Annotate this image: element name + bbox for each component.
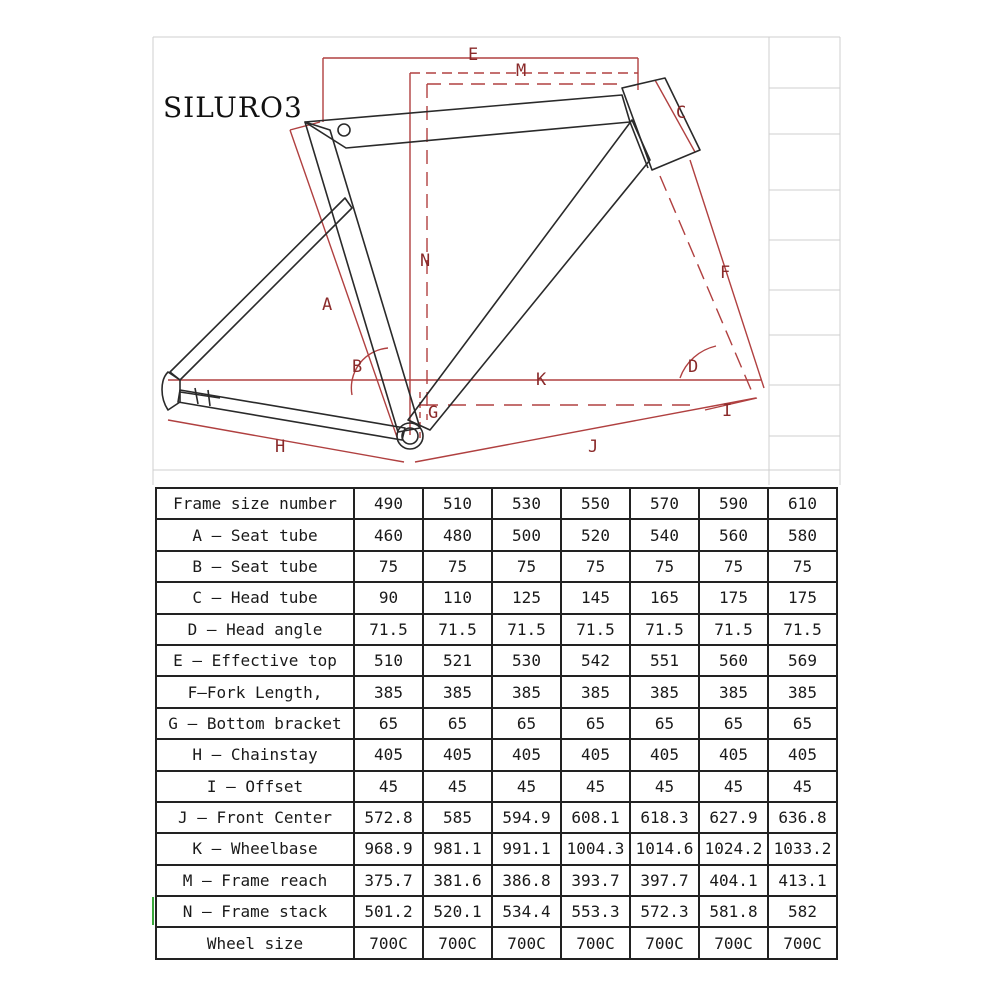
value-cell: 385 — [492, 676, 561, 707]
geometry-table — [155, 487, 838, 960]
row-label: M — Frame reach — [156, 865, 354, 896]
row-label: H — Chainstay — [156, 739, 354, 770]
value-cell: 582 — [768, 896, 837, 927]
frame-size-cell: 610 — [768, 488, 837, 519]
value-cell: 175 — [768, 582, 837, 613]
row-label: F—Fork Length, — [156, 676, 354, 707]
value-cell: 65 — [768, 708, 837, 739]
dim-label-i: I — [722, 401, 733, 421]
value-cell: 45 — [768, 771, 837, 802]
value-cell: 75 — [768, 551, 837, 582]
value-cell: 700C — [561, 927, 630, 958]
value-cell: 594.9 — [492, 802, 561, 833]
value-cell: 700C — [492, 927, 561, 958]
row-label: K — Wheelbase — [156, 833, 354, 864]
value-cell: 45 — [699, 771, 768, 802]
value-cell: 405 — [630, 739, 699, 770]
dim-label-n: N — [420, 251, 431, 271]
value-cell: 385 — [699, 676, 768, 707]
table-row — [156, 708, 837, 739]
value-cell: 385 — [561, 676, 630, 707]
value-cell: 480 — [423, 519, 492, 550]
bike-frame — [162, 78, 700, 449]
value-cell: 175 — [699, 582, 768, 613]
dim-label-e: E — [468, 45, 479, 65]
table-row — [156, 551, 837, 582]
value-cell: 65 — [699, 708, 768, 739]
value-cell: 700C — [630, 927, 699, 958]
value-cell: 71.5 — [423, 614, 492, 645]
row-label: J — Front Center — [156, 802, 354, 833]
value-cell: 585 — [423, 802, 492, 833]
frame-size-cell: 570 — [630, 488, 699, 519]
frame-size-cell: 490 — [354, 488, 423, 519]
table-row — [156, 519, 837, 550]
value-cell: 385 — [630, 676, 699, 707]
dim-label-d: D — [688, 357, 699, 377]
value-cell: 75 — [699, 551, 768, 582]
value-cell: 71.5 — [630, 614, 699, 645]
value-cell: 405 — [423, 739, 492, 770]
value-cell: 71.5 — [492, 614, 561, 645]
value-cell: 981.1 — [423, 833, 492, 864]
value-cell: 386.8 — [492, 865, 561, 896]
value-cell: 534.4 — [492, 896, 561, 927]
value-cell: 627.9 — [699, 802, 768, 833]
value-cell: 520.1 — [423, 896, 492, 927]
table-row — [156, 771, 837, 802]
value-cell: 45 — [423, 771, 492, 802]
value-cell: 71.5 — [354, 614, 423, 645]
value-cell: 551 — [630, 645, 699, 676]
value-cell: 520 — [561, 519, 630, 550]
dim-label-g: G — [428, 403, 439, 423]
value-cell: 560 — [699, 645, 768, 676]
value-cell: 65 — [561, 708, 630, 739]
value-cell: 405 — [492, 739, 561, 770]
value-cell: 375.7 — [354, 865, 423, 896]
table-row — [156, 614, 837, 645]
dim-label-k: K — [536, 370, 547, 390]
value-cell: 65 — [354, 708, 423, 739]
value-cell: 700C — [699, 927, 768, 958]
value-cell: 405 — [561, 739, 630, 770]
value-cell: 1014.6 — [630, 833, 699, 864]
frame-size-cell: 530 — [492, 488, 561, 519]
value-cell: 1033.2 — [768, 833, 837, 864]
value-cell: 1004.3 — [561, 833, 630, 864]
value-cell: 618.3 — [630, 802, 699, 833]
value-cell: 500 — [492, 519, 561, 550]
value-cell: 75 — [561, 551, 630, 582]
row-label: A — Seat tube — [156, 519, 354, 550]
value-cell: 521 — [423, 645, 492, 676]
green-edit-mark — [152, 897, 154, 925]
value-cell: 397.7 — [630, 865, 699, 896]
table-row — [156, 896, 837, 927]
value-cell: 608.1 — [561, 802, 630, 833]
value-cell: 405 — [354, 739, 423, 770]
value-cell: 393.7 — [561, 865, 630, 896]
value-cell: 404.1 — [699, 865, 768, 896]
row-label: Wheel size — [156, 927, 354, 958]
row-label: N — Frame stack — [156, 896, 354, 927]
value-cell: 71.5 — [699, 614, 768, 645]
value-cell: 560 — [699, 519, 768, 550]
row-label: G — Bottom bracket — [156, 708, 354, 739]
value-cell: 385 — [768, 676, 837, 707]
value-cell: 581.8 — [699, 896, 768, 927]
value-cell: 460 — [354, 519, 423, 550]
dim-label-a: A — [322, 295, 333, 315]
dim-label-m: M — [516, 61, 527, 81]
table-row — [156, 676, 837, 707]
value-cell: 65 — [423, 708, 492, 739]
value-cell: 530 — [492, 645, 561, 676]
value-cell: 45 — [630, 771, 699, 802]
table-row — [156, 582, 837, 613]
table-row — [156, 645, 837, 676]
value-cell: 553.3 — [561, 896, 630, 927]
value-cell: 572.3 — [630, 896, 699, 927]
value-cell: 45 — [354, 771, 423, 802]
value-cell: 991.1 — [492, 833, 561, 864]
value-cell: 405 — [699, 739, 768, 770]
table-row — [156, 739, 837, 770]
value-cell: 968.9 — [354, 833, 423, 864]
value-cell: 1024.2 — [699, 833, 768, 864]
value-cell: 90 — [354, 582, 423, 613]
table-row — [156, 865, 837, 896]
value-cell: 405 — [768, 739, 837, 770]
value-cell: 145 — [561, 582, 630, 613]
value-cell: 542 — [561, 645, 630, 676]
value-cell: 75 — [492, 551, 561, 582]
row-label: Frame size number — [156, 488, 354, 519]
value-cell: 75 — [423, 551, 492, 582]
value-cell: 700C — [423, 927, 492, 958]
table-row — [156, 927, 837, 958]
value-cell: 700C — [354, 927, 423, 958]
frame-size-cell: 590 — [699, 488, 768, 519]
value-cell: 110 — [423, 582, 492, 613]
dim-label-b: B — [352, 357, 363, 377]
row-label: B — Seat tube — [156, 551, 354, 582]
frame-size-cell: 510 — [423, 488, 492, 519]
value-cell: 65 — [630, 708, 699, 739]
header-row — [156, 488, 837, 519]
dim-label-f: F — [720, 263, 731, 283]
value-cell: 75 — [630, 551, 699, 582]
value-cell: 385 — [354, 676, 423, 707]
value-cell: 413.1 — [768, 865, 837, 896]
row-label: D — Head angle — [156, 614, 354, 645]
value-cell: 71.5 — [768, 614, 837, 645]
table-row — [156, 802, 837, 833]
value-cell: 71.5 — [561, 614, 630, 645]
value-cell: 569 — [768, 645, 837, 676]
value-cell: 540 — [630, 519, 699, 550]
value-cell: 385 — [423, 676, 492, 707]
dim-label-j: J — [588, 437, 599, 457]
table-row — [156, 833, 837, 864]
value-cell: 636.8 — [768, 802, 837, 833]
model-name: SILURO3 — [163, 91, 303, 124]
value-cell: 572.8 — [354, 802, 423, 833]
dim-label-h: H — [275, 437, 286, 457]
row-label: I — Offset — [156, 771, 354, 802]
value-cell: 700C — [768, 927, 837, 958]
value-cell: 501.2 — [354, 896, 423, 927]
dim-label-c: C — [676, 103, 687, 123]
value-cell: 125 — [492, 582, 561, 613]
frame-size-cell: 550 — [561, 488, 630, 519]
value-cell: 580 — [768, 519, 837, 550]
value-cell: 65 — [492, 708, 561, 739]
row-label: E — Effective top — [156, 645, 354, 676]
value-cell: 165 — [630, 582, 699, 613]
value-cell: 45 — [561, 771, 630, 802]
value-cell: 510 — [354, 645, 423, 676]
value-cell: 75 — [354, 551, 423, 582]
value-cell: 381.6 — [423, 865, 492, 896]
row-label: C — Head tube — [156, 582, 354, 613]
value-cell: 45 — [492, 771, 561, 802]
